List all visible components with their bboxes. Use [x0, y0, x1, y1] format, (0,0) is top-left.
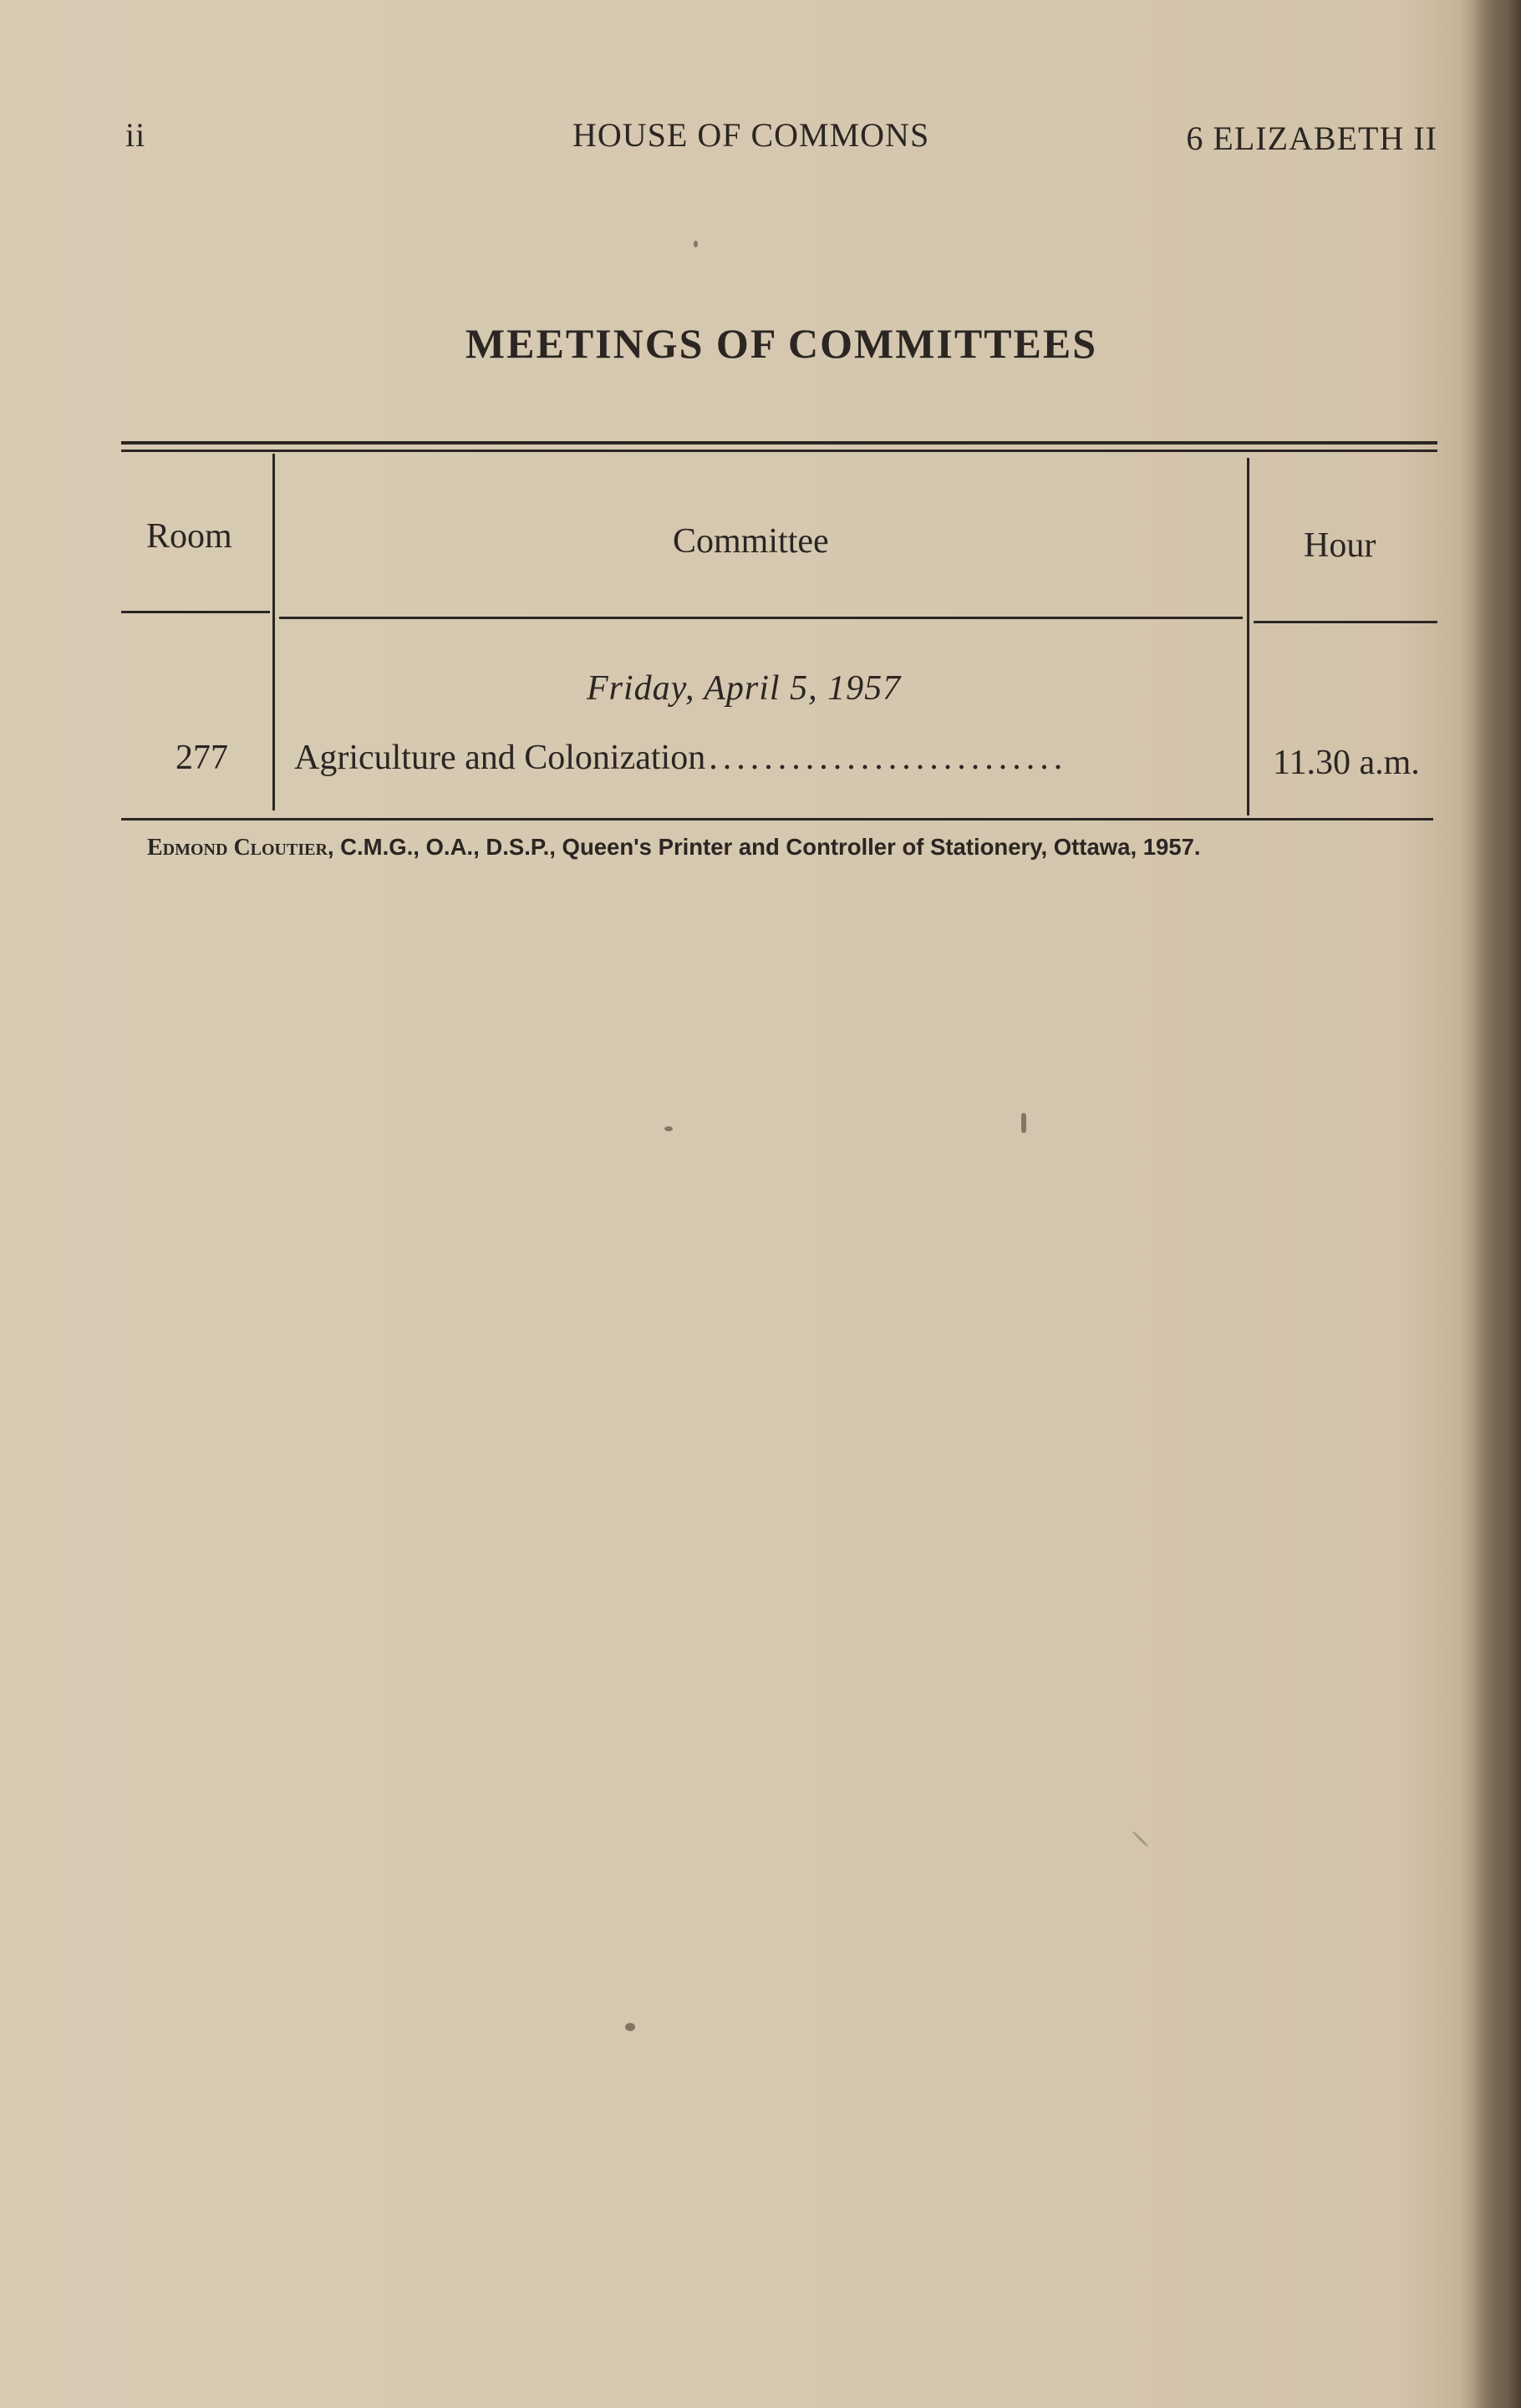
- committee-name: Agriculture and Colonization: [294, 739, 706, 777]
- table-top-rule: [121, 441, 1437, 445]
- column-header-room: Room: [146, 517, 232, 556]
- running-head: [125, 115, 1437, 157]
- printer-credentials: , C.M.G., O.A., D.S.P., Queen's Printer and Controller of Stationery, Ottawa, 1957.: [327, 834, 1201, 860]
- paper-speck: [1021, 1113, 1026, 1133]
- page-title: MEETINGS OF COMMITTEES: [465, 320, 1098, 367]
- column-header-committee: Committee: [673, 522, 829, 561]
- column-header-hour: Hour: [1304, 526, 1376, 565]
- paper-speck: [625, 2023, 635, 2031]
- page-number: ii: [125, 116, 146, 154]
- column-divider-hour: [1247, 458, 1249, 815]
- table-cell-committee: [294, 738, 1237, 778]
- publication-title: HOUSE OF COMMONS: [572, 116, 930, 154]
- printer-name: Edmond Cloutier: [147, 835, 328, 861]
- table-bottom-rule: [121, 818, 1433, 820]
- printer-imprint: [147, 834, 1201, 861]
- header-rule-committee: [279, 617, 1243, 619]
- meeting-date: Friday, April 5, 1957: [587, 669, 902, 708]
- paper-speck: [1132, 1831, 1149, 1848]
- regnal-year: 6 ELIZABETH II: [1186, 119, 1437, 157]
- header-rule-room: [121, 611, 270, 613]
- dot-leader: ..........................: [709, 739, 1068, 777]
- table-cell-hour: 11.30 a.m.: [1273, 744, 1420, 782]
- paper-speck: [694, 241, 698, 247]
- column-divider-room: [272, 454, 275, 810]
- header-rule-hour: [1254, 621, 1437, 623]
- paper-speck: [664, 1126, 673, 1131]
- table-cell-room: 277: [176, 739, 228, 777]
- table-top-rule-inner: [121, 450, 1437, 452]
